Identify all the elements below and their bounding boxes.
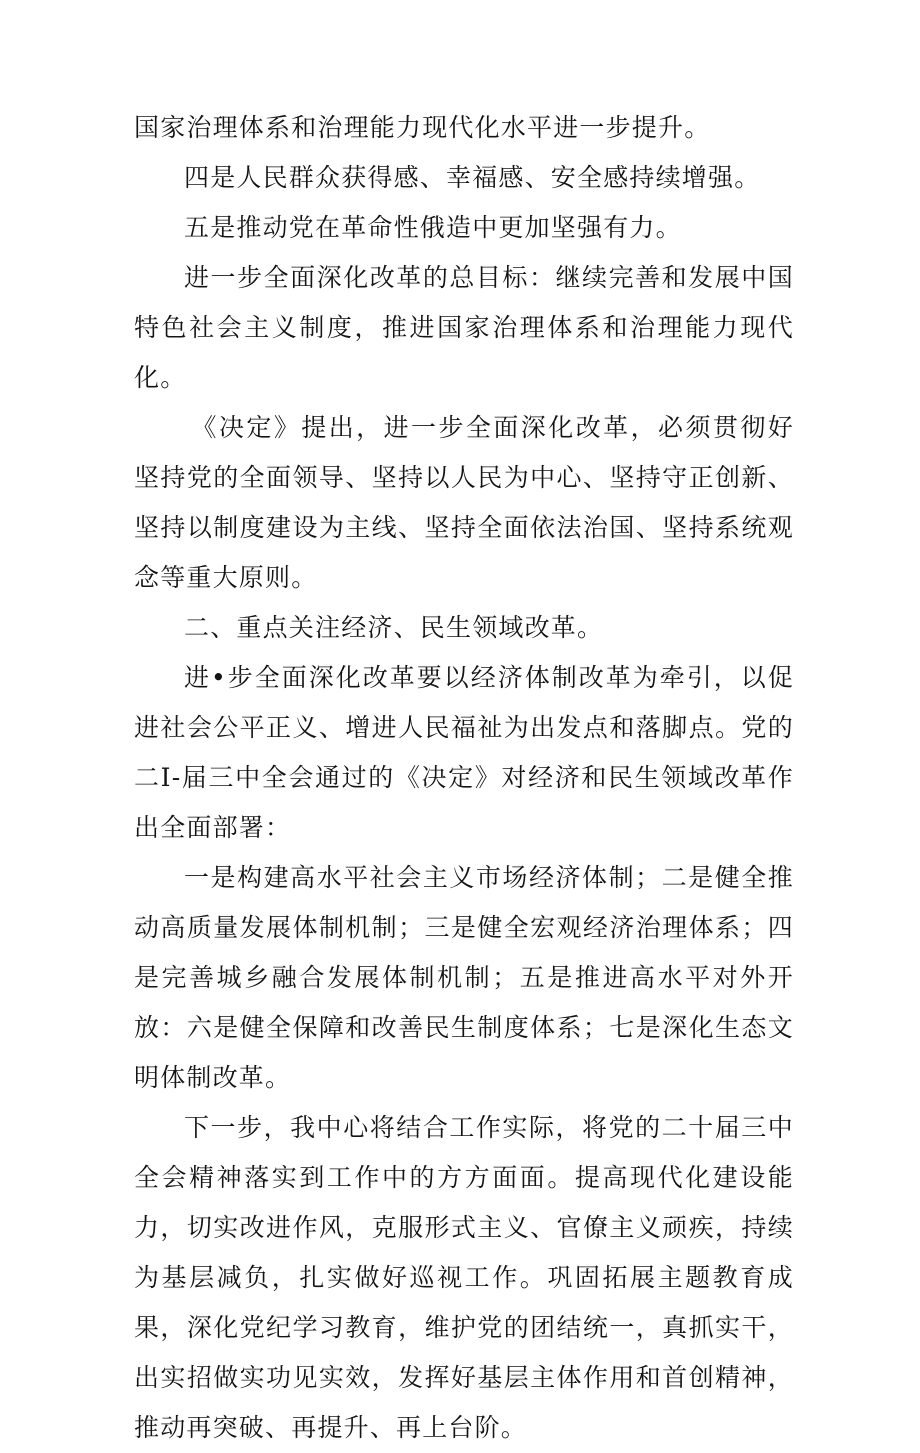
paragraph-point-five: 五是推动党在革命性俄造中更加坚强有力。: [184, 213, 682, 242]
paragraph-decision-principles: 《决定》提出，进一步全面深化改革，必须贯彻好坚持党的全面领导、坚持以人民为中心、坚持守正创新、坚持以制度建设为主线、坚持全面依法治国、坚持系统观念等重大原则。: [134, 413, 794, 592]
paragraph-economic-reform: 进•步全面深化改革要以经济体制改革为牵引，以促进社会公平正义、增进人民福祉为出发点和落脚点。党的二I-届三中全会通过的《决定》对经济和民生领域改革作出全面部署：: [134, 663, 794, 842]
paragraph-overall-goal: 进一步全面深化改革的总目标：继续完善和发展中国特色社会主义制度，推进国家治理体系和治理能力现代化。: [134, 263, 794, 392]
paragraph-next-steps: 下一步，我中心将结合工作实际，将党的二十届三中全会精神落实到工作中的方方面面。提高现代化建设能力，切实改进作风，克服形式主义、官僚主义顽疾，持续为基层减负，扎实做好巡视工作。巩固拓展主题教育成果，深化党纪学习教育，维护党的团结统一，真抓实干，出实招做实功见实效，发挥好基层主体作用和首创精神，推动再突破、再提升、再上台阶。: [134, 1113, 794, 1442]
document-body: [134, 103, 794, 1453]
paragraph-point-four: 四是人民群众获得感、幸福感、安全感持续增强。: [184, 163, 761, 192]
paragraph-reform-list: 一是构建高水平社会主义市场经济体制；二是健全推动高质量发展体制机制；三是健全宏观经济治理体系；四是完善城乡融合发展体制机制；五是推进高水平对外开放：六是健全保障和改善民生制度体系；七是深化生态文明体制改革。: [134, 863, 794, 1092]
paragraph-continuation: 国家治理体系和治理能力现代化水平进一步提升。: [134, 113, 711, 142]
section-heading-economy-livelihood: 二、重点关注经济、民生领域改革。: [184, 613, 604, 642]
